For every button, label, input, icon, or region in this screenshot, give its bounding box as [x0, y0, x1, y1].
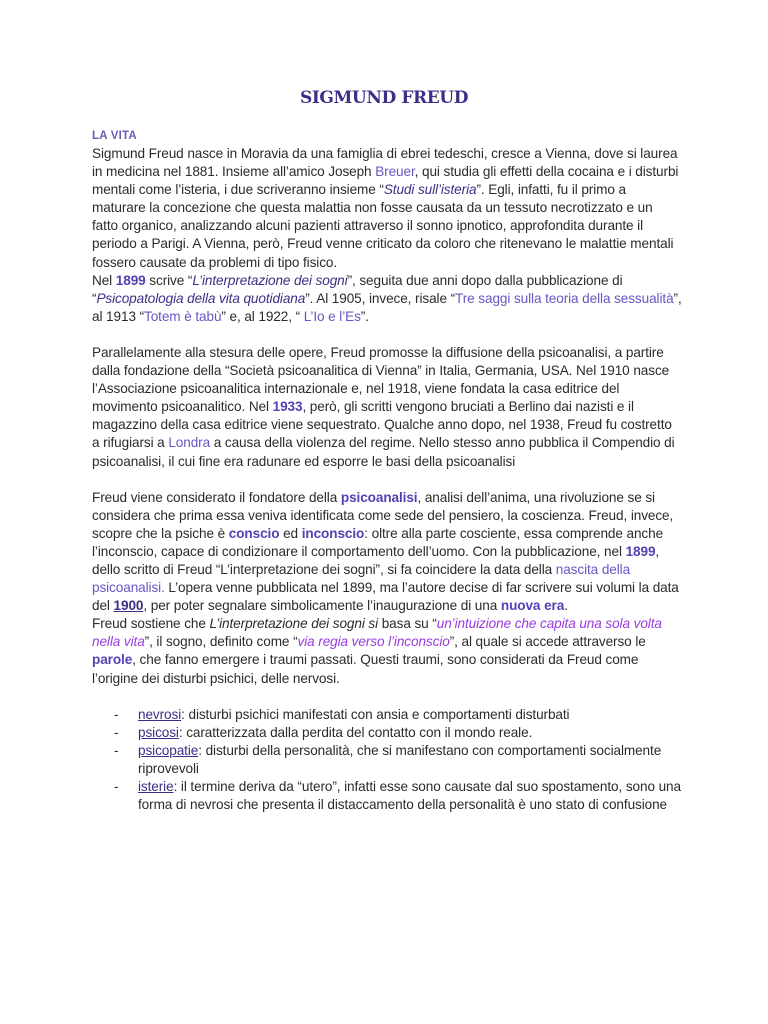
text-span: ”. Egli, infatti, fu il primo a maturare la concezione che questa malattia non fosse causata da un tessuto necrotizzato e un fatto organico, analizzando alcuni pazienti attraverso il sonno ipnotico, approfondita durante il periodo a Parigi. A Vienna, però, Freud venne criticato da coloro che ritenevano le malattie mentali fossero causate da problemi di tipo fisico. [92, 182, 674, 270]
text-span: : oltre alla parte cosciente, essa comprende anche l’inconscio, capace di condizionare il comportamento dell’uomo. Con la pubblicazione, nel [92, 525, 664, 559]
paragraph-spacer [92, 326, 682, 344]
text-span: ” e, al 1922, “ [221, 308, 304, 324]
year-1900: 1900 [113, 598, 144, 614]
text-span: Parallelamente alla stesura delle opere, Freud promosse la diffusione della psicoanalisi, a partire dalla fondazione della “Società psicoanalitica di Vienna” in Italia, Germania, USA. Nel 1910 nasce l’Associazione psicoanalitica internazionale e, nel 1918, viene fondata la casa editrice del movimento psicoanalitico. Nel [92, 344, 670, 415]
text-span: ”, seguita due anni dopo dalla pubblicazione di “ [92, 272, 623, 306]
book-title-psicopatologia: Psicopatologia della vita quotidiana [96, 290, 306, 306]
list-item [92, 724, 682, 742]
list-dash: - [114, 742, 119, 758]
year-1899: 1899 [115, 272, 146, 288]
text-span: , per poter segnalare simbolicamente l’inaugurazione di una [143, 598, 501, 614]
highlight-nascita: nascita della psicoanalisi. [92, 561, 631, 596]
paragraph-works [92, 272, 682, 326]
paragraph-spacer [92, 471, 682, 489]
text-span: ”, al 1913 “ [92, 290, 682, 324]
quote-via-regia: via regia verso l’inconscio [297, 634, 450, 650]
book-title-saggi: Tre saggi sulla teoria della sessualità [455, 290, 674, 306]
text-span: ed [279, 525, 302, 541]
book-title-io-es: L’Io e l’Es [303, 308, 361, 324]
list-item [92, 778, 682, 814]
text-span: . [564, 598, 568, 614]
list-dash: - [114, 779, 119, 794]
list-dash: - [114, 724, 119, 740]
quote-intuizione: un’intuizione che capita una sola volta nella vita [92, 616, 662, 650]
text-span: , analisi dell’anima, una rivoluzione se si considera che prima essa veniva identificata come sede del pensiero, la coscienza. Freud, invece, scopre che la psiche è [92, 489, 674, 541]
text-span: Sigmund Freud nasce in Moravia da una famiglia di ebrei tedeschi, cresce a Vienna, dove si laurea in medicina nel 1881. Insieme all’amico Joseph [92, 146, 678, 180]
highlight-londra: Londra [168, 435, 211, 451]
year-1933: 1933 [272, 399, 303, 415]
paragraph-psychoanalysis [92, 489, 682, 616]
document-body [92, 128, 682, 814]
list-item-text: : disturbi psichici manifestati con ansia e comportamenti disturbati [181, 706, 570, 722]
text-span: scrive “ [145, 272, 193, 288]
text-span: ”. [360, 308, 369, 324]
highlight-inconscio: inconscio [301, 525, 365, 541]
paragraph-life [92, 145, 682, 272]
text-span: , però, gli scritti vengono bruciati a Berlino dai nazisti e il magazzino della casa editrice viene sequestrato. Qualche anno dopo, nel 1938, Freud fu costretto a rifugiarsi a [92, 399, 672, 451]
list-item-text: : il termine deriva da “utero”, infatti esse sono causate dal suo spostamento, sono una forma di nevrosi che presenta il distaccamento della personalità è uno stato di confusione [138, 779, 681, 813]
text-span: basa su “ [378, 616, 437, 632]
book-title-studi: Studi sull’isteria [383, 182, 477, 198]
section-heading: LA VITA [92, 130, 137, 142]
highlight-nuova-era: nuova era [500, 598, 565, 614]
disorders-list [92, 706, 682, 815]
highlight-conscio: conscio [228, 525, 280, 541]
text-span: , qui studia gli effetti della cocaina e i disturbi mentali come l’isteria, i due scriveranno insieme “ [92, 164, 679, 198]
highlight-psicoanalisi: psicoanalisi [340, 489, 418, 505]
paragraph-dreams [92, 615, 682, 687]
paragraph-diffusion [92, 344, 682, 471]
text-span: Nel [92, 272, 116, 288]
list-dash: - [114, 706, 119, 722]
text-span: Freud viene considerato il fondatore della [92, 489, 341, 505]
text-span: ”, al quale si accede attraverso le [449, 634, 646, 650]
list-item [92, 742, 682, 778]
book-title-totem: Totem è tabù [144, 308, 222, 324]
highlight-parole: parole [92, 652, 133, 668]
term-isterie: isterie [138, 779, 174, 794]
text-span: , dello scritto di Freud “L’interpretazione dei sogni”, si fa coincidere la data della [92, 543, 660, 577]
term-psicopatie: psicopatie [138, 742, 199, 758]
book-title-interpretazione: L’interpretazione dei sogni [192, 272, 348, 288]
list-item-text: : disturbi della personalità, che si manifestano con comportamenti socialmente riprovevoli [138, 742, 662, 776]
text-span: L’opera venne pubblicata nel 1899, ma l’autore decise di far scrivere sui volumi la data del [92, 580, 679, 614]
list-item [92, 706, 682, 724]
term-nevrosi: nevrosi [138, 706, 182, 722]
term-psicosi: psicosi [138, 724, 179, 740]
document-title: SIGMUND FREUD [299, 88, 469, 108]
text-span: Freud sostiene che [92, 616, 210, 632]
book-title-interpretazione: L’interpretazione dei sogni si [209, 616, 379, 632]
text-span: ”, il sogno, definito come “ [144, 634, 298, 650]
text-span: , che fanno emergere i traumi passati. Questi traumi, sono considerati da Freud come l’origine dei disturbi psichici, delle nervosi. [92, 652, 639, 686]
text-span: ”. Al 1905, invece, risale “ [305, 290, 456, 306]
year-1899: 1899 [625, 543, 656, 559]
list-item-text: : caratterizzata dalla perdita del contatto con il mondo reale. [178, 724, 533, 740]
text-span: a causa della violenza del regime. Nello stesso anno pubblica il Compendio di psicoanalisi, il cui fine era radunare ed esporre le basi della psicoanalisi [92, 435, 675, 469]
highlight-breuer: Breuer [375, 164, 415, 180]
